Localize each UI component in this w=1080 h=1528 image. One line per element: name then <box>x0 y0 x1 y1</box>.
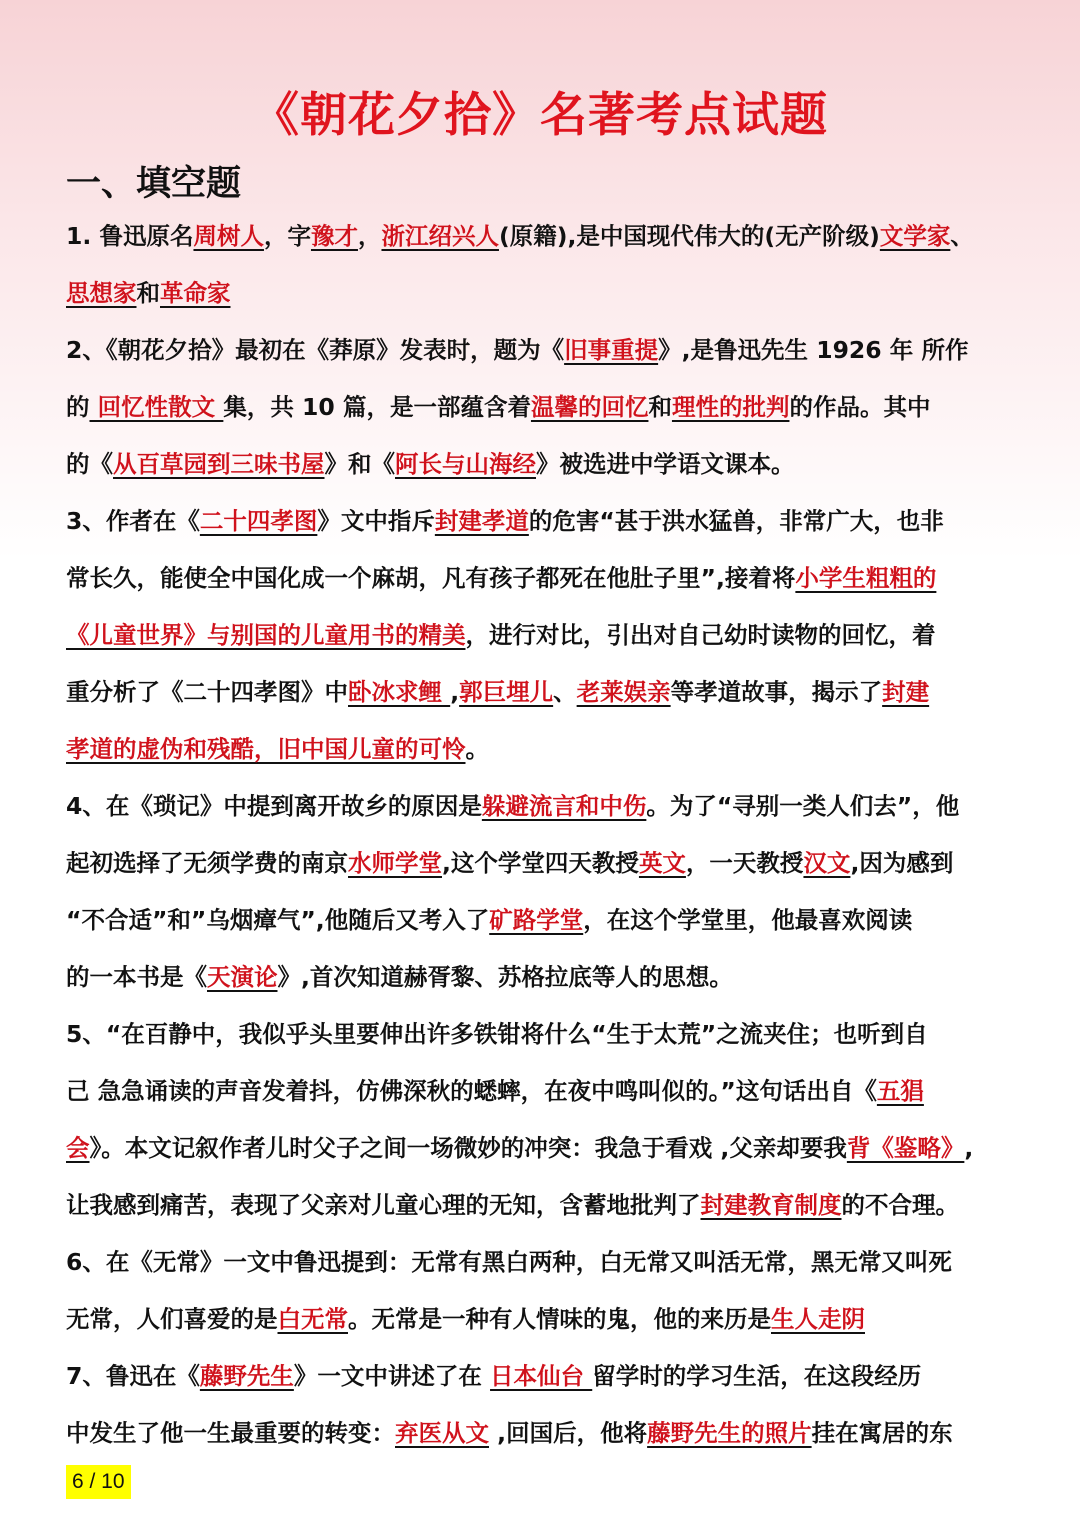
question-text: ,因为感到 <box>850 849 954 877</box>
answer-text: 白无常 <box>277 1305 348 1333</box>
text-line <box>66 1006 1016 1063</box>
answer-text: 理性的批判 <box>671 393 790 421</box>
question-text: 6、在《无常》一文中鲁迅提到：无常有黑白两种，白无常又叫活无常，黑无常又叫死 <box>66 1248 952 1276</box>
section-heading: 一、填空题 <box>66 164 242 204</box>
question-text: 的危害“甚于洪水猛兽，非常广大，也非 <box>528 507 944 535</box>
question-text: 等孝道故事，揭示了 <box>670 678 883 706</box>
question-text: “不合适”和”乌烟瘴气”,他随后又考入了 <box>66 906 490 934</box>
answer-text: 郭巨埋儿 <box>459 678 554 706</box>
answer-text: 二十四孝图 <box>199 507 318 535</box>
question-text: 》被选进中学语文课本。 <box>536 450 795 478</box>
question-text: 的作品。其中 <box>789 393 931 421</box>
page-title: 《朝花夕拾》名著考点试题 <box>252 88 828 143</box>
question-text: 》文中指斥 <box>317 507 435 535</box>
text-line <box>66 1234 1016 1291</box>
question-text: 起初选择了无须学费的南京 <box>66 849 348 877</box>
question-text: 7、鲁迅在《 <box>66 1362 200 1390</box>
question-text: ,这个学堂四天教授 <box>442 849 639 877</box>
text-line <box>66 265 1016 322</box>
answer-text: 老莱娱亲 <box>576 678 671 706</box>
answer-text: 《儿童世界》与别国的儿童用书的精美 <box>66 621 466 649</box>
answer-text: 小学生粗粗的 <box>795 564 937 592</box>
answer-text: 封建教育制度 <box>700 1191 842 1219</box>
answer-text: 周树人 <box>193 222 264 250</box>
question-text: 和 <box>648 393 672 421</box>
question-text: ， <box>357 222 382 250</box>
answer-text: 文学家 <box>879 222 951 250</box>
answer-text: 弃医从文 <box>395 1419 489 1447</box>
text-line <box>66 835 1016 892</box>
question-body <box>66 208 1016 1462</box>
answer-text: 日本仙台 <box>490 1362 593 1390</box>
answer-text: 孝道的虚伪和残酷，旧中国儿童的可怜 <box>66 735 466 763</box>
question-text: 的一本书是《 <box>66 963 207 991</box>
answer-text: 豫才 <box>310 222 358 250</box>
answer-text: 天演论 <box>207 963 278 991</box>
question-text: ，字 <box>263 222 311 250</box>
answer-text: 温馨的回忆 <box>530 393 649 421</box>
answer-text: 思想家 <box>66 279 137 307</box>
answer-text: 五猖 <box>876 1077 924 1105</box>
question-text: 重分析了《二十四孝图》中 <box>66 678 348 706</box>
page-indicator: 6 / 10 <box>66 1465 131 1499</box>
question-text: 无常，人们喜爱的是 <box>66 1305 278 1333</box>
answer-text: 藤野先生的照片 <box>647 1419 812 1447</box>
question-text: 》和《 <box>324 450 395 478</box>
question-text: 2、《朝花夕拾》最初在《莽原》发表时，题为《 <box>66 336 565 364</box>
answer-text: 封建孝道 <box>434 507 529 535</box>
text-line <box>66 493 1016 550</box>
question-text: 集，共 10 篇，是一部蕴含着 <box>223 393 531 421</box>
text-line <box>66 1291 1016 1348</box>
answer-text: 英文 <box>638 849 686 877</box>
question-text: 和 <box>136 279 160 307</box>
question-text: 》。本文记叙作者儿时父子之间一场微妙的冲突：我急于看戏 ,父亲却要我 <box>89 1134 847 1162</box>
question-text: 1. 鲁迅原名 <box>66 222 194 250</box>
question-text: 的《 <box>66 450 113 478</box>
answer-text: 回忆性散文 <box>89 393 224 421</box>
question-text: 留学时的学习生活，在这段经历 <box>592 1362 922 1390</box>
text-line <box>66 607 1016 664</box>
text-line <box>66 1063 1016 1120</box>
answer-text: 卧冰求鲤 <box>348 678 451 706</box>
text-line <box>66 664 1016 721</box>
question-text: 中发生了他一生最重要的转变： <box>66 1419 395 1447</box>
text-line <box>66 322 1016 379</box>
question-text: 的不合理。 <box>841 1191 959 1219</box>
answer-text: 革命家 <box>160 279 231 307</box>
text-line <box>66 550 1016 607</box>
question-text: ，在这个学堂里，他最喜欢阅读 <box>583 906 913 934</box>
question-text: 5、“在百静中，我似乎头里要伸出许多铁钳将什么“生于太荒”之流夹住；也听到自 <box>66 1020 928 1048</box>
question-text: (原籍),是中国现代伟大的(无产阶级) <box>498 222 880 250</box>
answer-text: 藤野先生 <box>199 1362 294 1390</box>
answer-text: 会 <box>66 1134 90 1162</box>
answer-text: 生人走阴 <box>771 1305 865 1333</box>
text-line <box>66 949 1016 1006</box>
text-line <box>66 436 1016 493</box>
text-line <box>66 892 1016 949</box>
text-line <box>66 721 1016 778</box>
question-text: 的 <box>66 393 90 421</box>
question-text: 让我感到痛苦，表现了父亲对儿童心理的无知，含蓄地批判了 <box>66 1191 701 1219</box>
question-text: 》,首次知道赫胥黎、苏格拉底等人的思想。 <box>277 963 733 991</box>
question-text: , <box>450 678 460 706</box>
question-text: 》一文中讲述了在 <box>293 1362 491 1390</box>
question-text: ，进行对比，引出对自己幼时读物的回忆，着 <box>465 621 936 649</box>
answer-text: 汉文 <box>803 849 851 877</box>
question-text: 。为了“寻别一类人们去”，他 <box>646 792 960 820</box>
question-text: , <box>964 1134 974 1162</box>
answer-text: 从百草园到三味书屋 <box>113 450 325 478</box>
answer-text: 水师学堂 <box>348 849 442 877</box>
answer-text: 矿路学堂 <box>489 906 584 934</box>
answer-text: 旧事重提 <box>564 336 659 364</box>
text-line <box>66 1120 1016 1177</box>
text-line <box>66 778 1016 835</box>
question-text: 常长久，能使全中国化成一个麻胡，凡有孩子都死在他肚子里”,接着将 <box>66 564 796 592</box>
text-line <box>66 379 1016 436</box>
text-line <box>66 1177 1016 1234</box>
answer-text: 躲避流言和中伤 <box>481 792 647 820</box>
text-line <box>66 1348 1016 1405</box>
text-line <box>66 1405 1016 1462</box>
question-text: 。 <box>465 735 489 763</box>
question-text: 己 急急诵读的声音发着抖，仿佛深秋的蟋蟀，在夜中鸣叫似的。”这句话出自《 <box>66 1077 877 1105</box>
answer-text: 封建 <box>882 678 930 706</box>
question-text: 、 <box>553 678 577 706</box>
question-text: 挂在寓居的东 <box>811 1419 953 1447</box>
question-text: 3、作者在《 <box>66 507 200 535</box>
answer-text: 背《鉴略》 <box>846 1134 965 1162</box>
answer-text: 浙江绍兴人 <box>381 222 499 250</box>
question-text: ,回国后，他将 <box>489 1419 648 1447</box>
answer-text: 阿长与山海经 <box>395 450 536 478</box>
text-line <box>66 208 1016 265</box>
question-text: 4、在《琐记》中提到离开故乡的原因是 <box>66 792 482 820</box>
question-text: 。无常是一种有人情味的鬼，他的来历是 <box>348 1305 771 1333</box>
question-text: 、 <box>950 222 974 250</box>
question-text: ，一天教授 <box>685 849 804 877</box>
question-text: 》,是鲁迅先生 1926 年 所作 <box>658 336 969 364</box>
